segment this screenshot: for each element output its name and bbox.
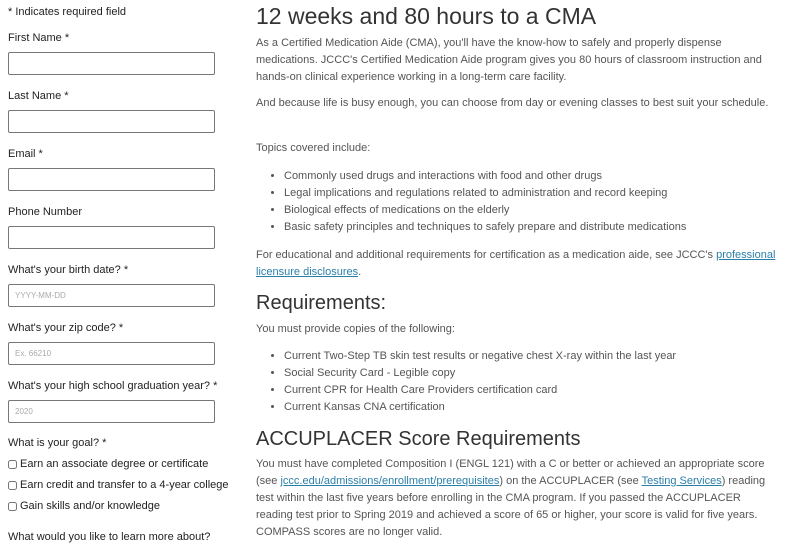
goal-option-label: Earn credit and transfer to a 4-year college bbox=[20, 479, 229, 491]
accuplacer-text-1: You must have completed Composition I (ENGL 121) with a C or better or achieved an appropriate score (see bbox=[256, 458, 765, 487]
list-item: • Current Two-Step TB skin test results or negative chest X-ray within the last year bbox=[284, 348, 784, 365]
goal-checkbox-degree[interactable] bbox=[8, 460, 17, 469]
list-item: • Biological effects of medications on the elderly bbox=[284, 202, 784, 219]
licensure-paragraph bbox=[256, 247, 776, 281]
licensure-link[interactable]: professional licensure disclosures bbox=[256, 249, 776, 278]
schedule-paragraph: And because life is busy enough, you can choose from day or evening classes to best suit your schedule. bbox=[256, 97, 769, 109]
last-name-label: Last Name * bbox=[8, 90, 69, 102]
graduation-year-input[interactable] bbox=[8, 400, 215, 423]
goal-option-label: Gain skills and/or knowledge bbox=[20, 500, 161, 512]
accuplacer-text-3: ) reading test within the last five years before enrolling in the CMA program. If you passed the ACCUPLACER reading test prior to Spring 2019 and achieved a score of 65 or higher, your score is valid for five years. COMPASS scores are no longer valid. bbox=[256, 475, 766, 538]
phone-label: Phone Number bbox=[8, 206, 82, 218]
birth-date-label: What's your birth date? * bbox=[8, 264, 129, 276]
request-info-form bbox=[0, 0, 235, 546]
learn-more-label: What would you like to learn more about? bbox=[8, 531, 211, 543]
topics-heading: Topics covered include: bbox=[256, 142, 371, 154]
zip-code-input[interactable] bbox=[8, 342, 215, 365]
email-input[interactable] bbox=[8, 168, 215, 191]
goal-checkbox-transfer[interactable] bbox=[8, 481, 17, 490]
list-item: • Legal implications and regulations related to administration and record keeping bbox=[284, 185, 784, 202]
requirements-intro: You must provide copies of the following: bbox=[256, 323, 455, 335]
first-name-label: First Name * bbox=[8, 32, 70, 44]
email-label: Email * bbox=[8, 148, 43, 160]
requirements-list bbox=[256, 348, 784, 416]
goal-option-label: Earn an associate degree or certificate bbox=[20, 458, 209, 470]
first-name-input[interactable] bbox=[8, 52, 215, 75]
intro-paragraph: As a Certified Medication Aide (CMA), you'll have the know-how to safely and properly dispense medications. JCCC's Certified Medication Aide program gives you 80 hours of classroom instruction and hands-on clinical experience working in a long-term care facility. bbox=[256, 37, 762, 83]
accuplacer-text-2: ) on the ACCUPLACER (see bbox=[499, 475, 639, 487]
accuplacer-heading: ACCUPLACER Score Requirements bbox=[256, 428, 581, 450]
requirements-heading: Requirements: bbox=[256, 292, 387, 314]
birth-date-input[interactable] bbox=[8, 284, 215, 307]
phone-input[interactable] bbox=[8, 226, 215, 249]
graduation-year-label: What's your high school graduation year? * bbox=[8, 380, 218, 392]
licensure-end: . bbox=[358, 266, 362, 278]
list-item: • Social Security Card - Legible copy bbox=[284, 365, 784, 382]
goal-option-skills[interactable] bbox=[8, 500, 160, 512]
list-item: • Current CPR for Health Care Providers certification card bbox=[284, 382, 784, 399]
goal-option-degree[interactable] bbox=[8, 458, 208, 470]
goal-label: What is your goal? * bbox=[8, 437, 107, 449]
testing-services-link[interactable]: Testing Services bbox=[641, 475, 722, 487]
list-item: • Commonly used drugs and interactions with food and other drugs bbox=[284, 168, 784, 185]
last-name-input[interactable] bbox=[8, 110, 215, 133]
list-item: • Current Kansas CNA certification bbox=[284, 399, 784, 416]
page-title: 12 weeks and 80 hours to a CMA bbox=[256, 3, 597, 29]
licensure-text: For educational and additional requirements for certification as a medication aide, see JCCC's bbox=[256, 249, 714, 261]
prerequisites-link[interactable]: jccc.edu/admissions/enrollment/prerequisites bbox=[280, 475, 500, 487]
topics-list bbox=[256, 168, 784, 236]
goal-checkbox-skills[interactable] bbox=[8, 502, 17, 511]
accuplacer-paragraph bbox=[256, 456, 776, 541]
required-field-note: * Indicates required field bbox=[8, 6, 127, 18]
list-item: • Basic safety principles and techniques to safely prepare and distribute medications bbox=[284, 219, 784, 236]
zip-code-label: What's your zip code? * bbox=[8, 322, 124, 334]
goal-option-transfer[interactable] bbox=[8, 479, 229, 491]
